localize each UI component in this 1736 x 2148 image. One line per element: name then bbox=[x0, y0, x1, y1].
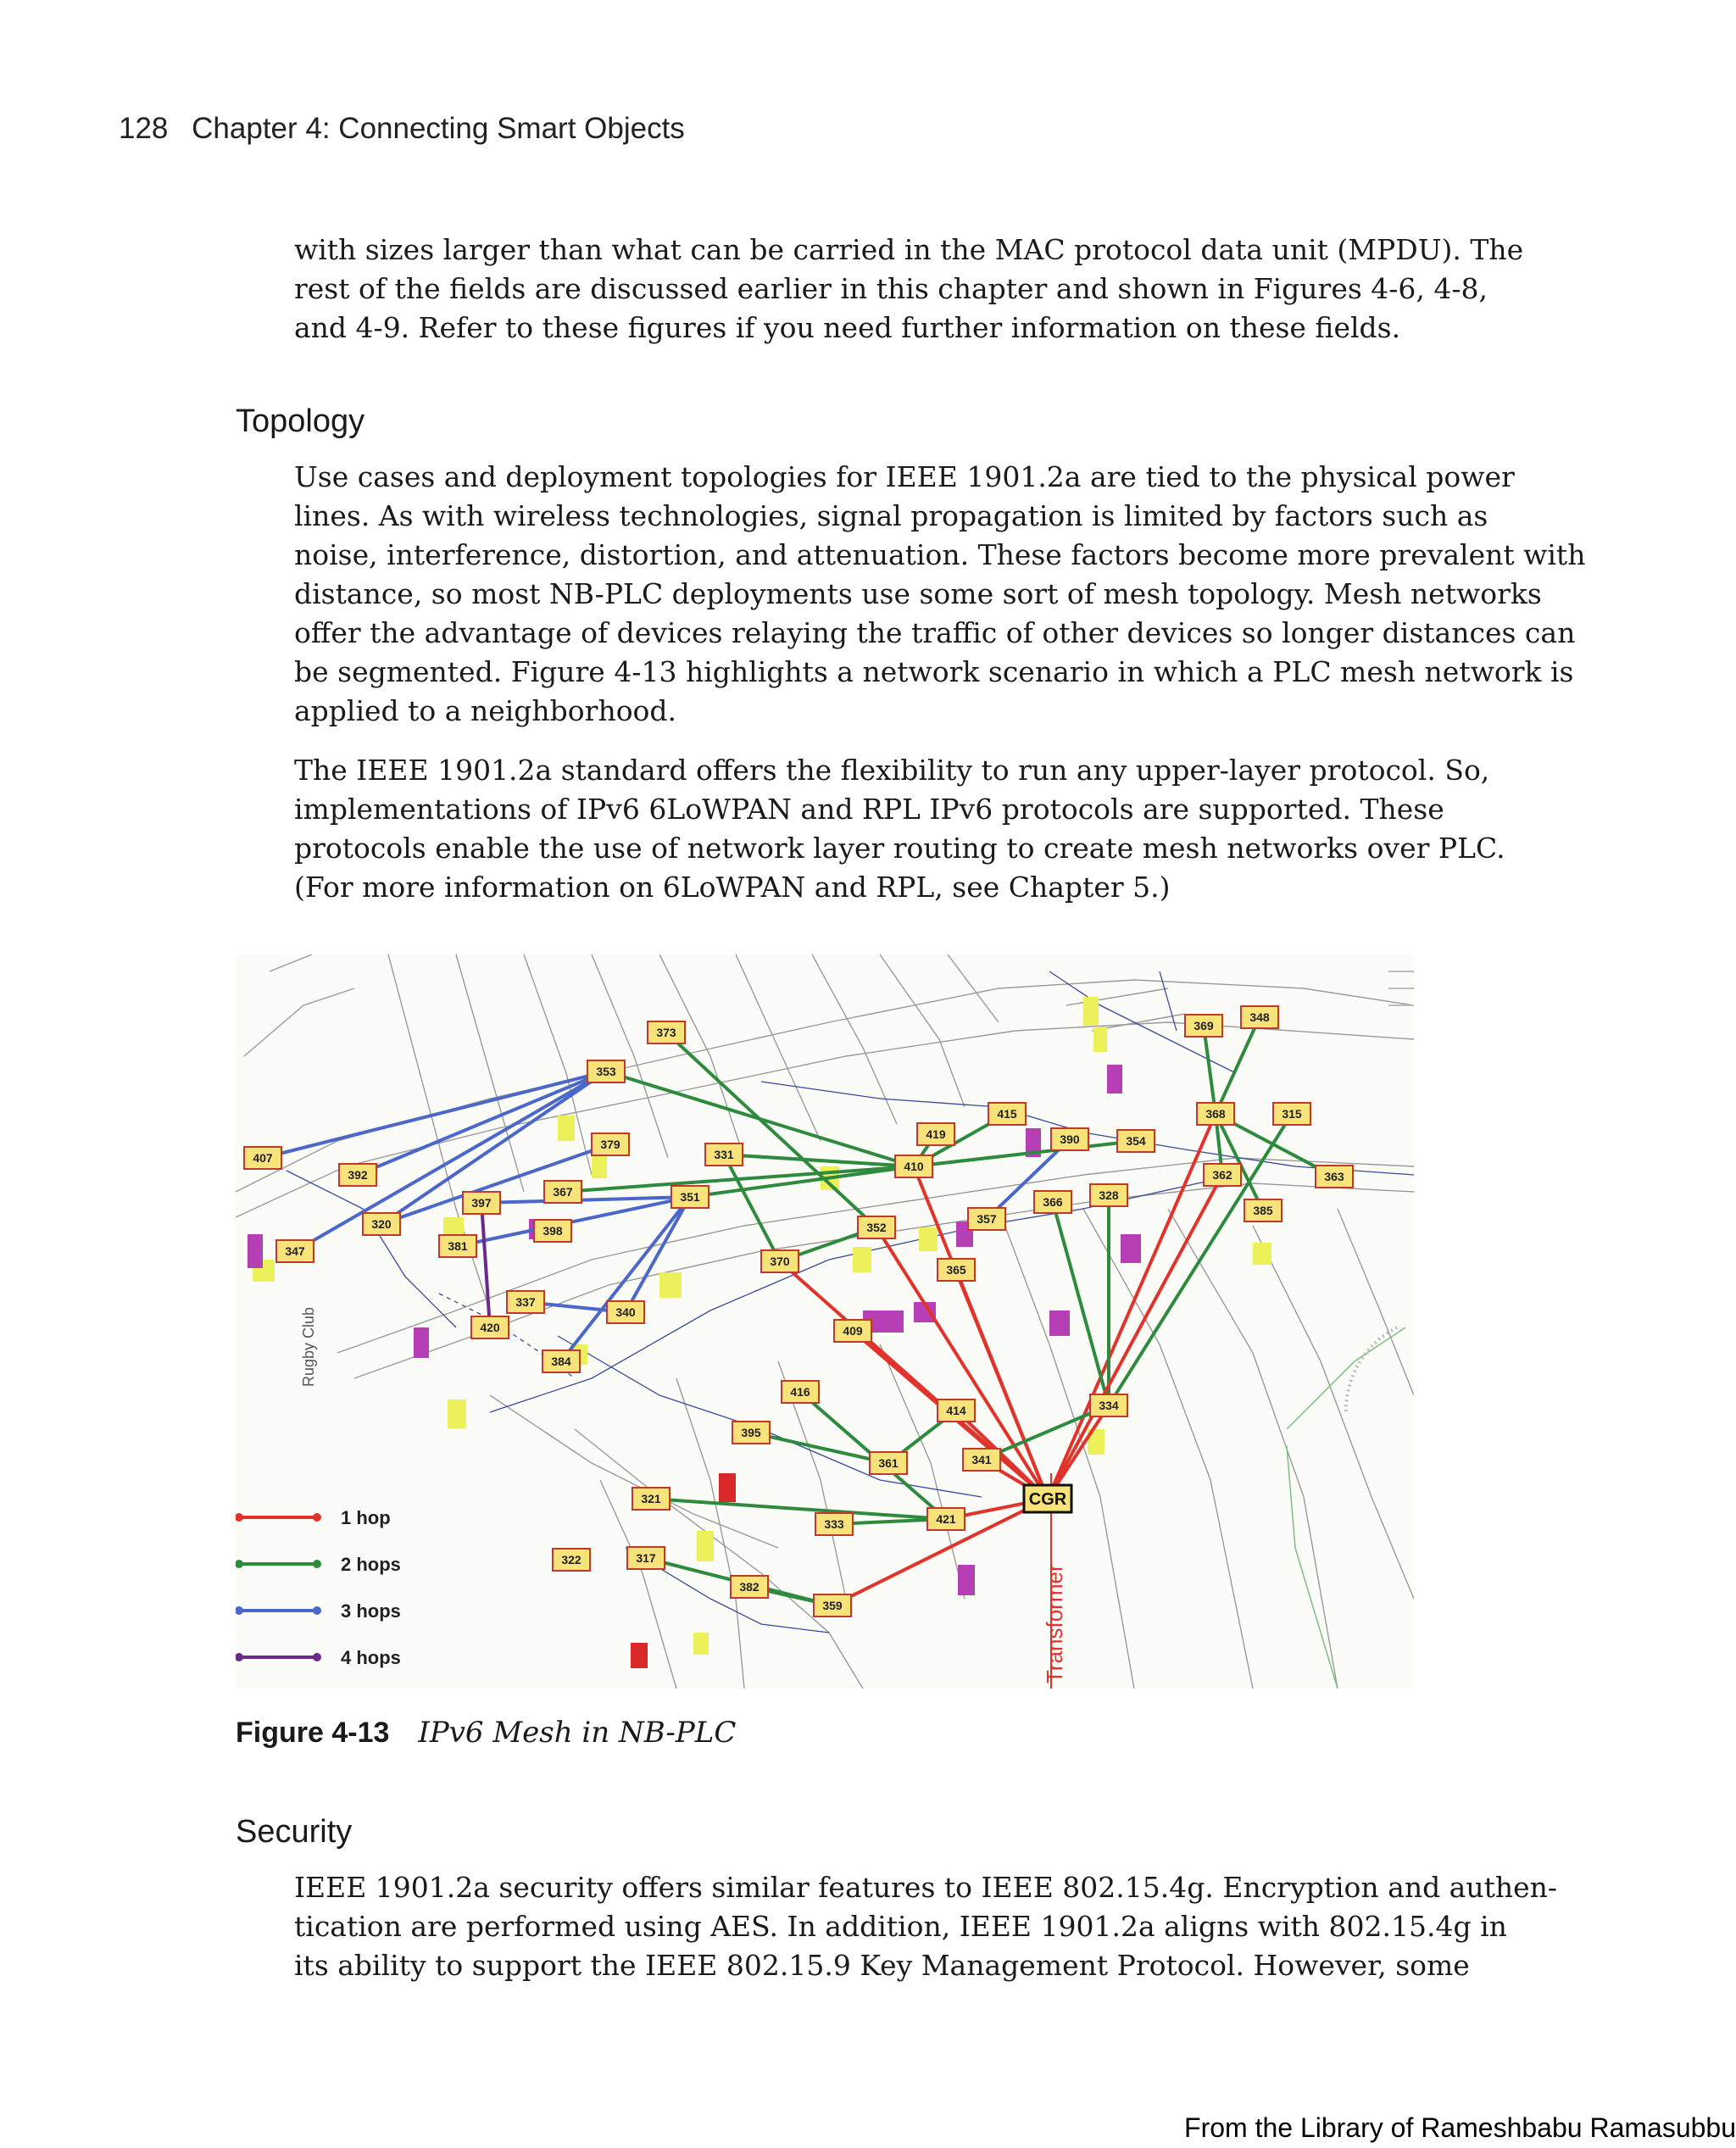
node-label: 420 bbox=[480, 1321, 500, 1334]
house-marker bbox=[414, 1327, 429, 1358]
node-label: 409 bbox=[843, 1324, 863, 1338]
house-marker bbox=[1093, 1027, 1107, 1052]
legend-swatch-dot bbox=[313, 1653, 321, 1661]
node-label: 362 bbox=[1212, 1168, 1232, 1182]
node-label: 379 bbox=[600, 1138, 620, 1151]
node-367 bbox=[544, 1181, 581, 1203]
node-385 bbox=[1244, 1199, 1282, 1221]
link-353-407 bbox=[263, 1071, 606, 1158]
text-line: Use cases and deployment topologies for IEEE 1901.2a are tied to the physical power bbox=[294, 460, 1515, 493]
node-352 bbox=[858, 1216, 895, 1238]
running-header bbox=[119, 112, 685, 146]
node-414 bbox=[938, 1400, 975, 1422]
link-321-421 bbox=[651, 1499, 946, 1519]
legend-label: 1 hop bbox=[341, 1507, 391, 1528]
text-line: protocols enable the use of network layer routing to create mesh networks over PLC. bbox=[294, 832, 1505, 865]
node-415 bbox=[988, 1103, 1026, 1125]
node-347 bbox=[276, 1240, 314, 1262]
node-333 bbox=[815, 1513, 853, 1535]
node-416 bbox=[782, 1381, 819, 1403]
text-line: distance, so most NB-PLC deployments use some sort of mesh topology. Mesh networks bbox=[294, 577, 1542, 610]
node-label: 359 bbox=[822, 1599, 843, 1612]
node-label: 370 bbox=[770, 1255, 790, 1268]
house-marker bbox=[631, 1643, 648, 1668]
node-label: 410 bbox=[904, 1160, 924, 1173]
node-337 bbox=[507, 1291, 544, 1313]
node-357 bbox=[968, 1208, 1005, 1230]
node-407 bbox=[244, 1147, 281, 1169]
link-369-368 bbox=[1204, 1026, 1216, 1114]
node-label: 347 bbox=[285, 1244, 305, 1258]
node-label: 366 bbox=[1043, 1195, 1063, 1209]
node-label: 331 bbox=[714, 1148, 734, 1161]
text-line: The IEEE 1901.2a standard offers the flexibility to run any upper-layer protocol. So, bbox=[294, 754, 1490, 787]
node-348 bbox=[1241, 1006, 1278, 1028]
node-label: 384 bbox=[551, 1355, 571, 1368]
text-line: implementations of IPv6 6LoWPAN and RPL IPv6 protocols are supported. These bbox=[294, 793, 1444, 826]
transformer-label: Transformer bbox=[1042, 1564, 1067, 1683]
house-marker bbox=[1253, 1243, 1271, 1265]
text-line: lines. As with wireless technologies, signal propagation is limited by factors such as bbox=[294, 499, 1488, 532]
link-362-CGR bbox=[1048, 1175, 1222, 1499]
node-label: 395 bbox=[741, 1426, 761, 1439]
node-410 bbox=[895, 1155, 932, 1177]
house-marker bbox=[853, 1247, 871, 1272]
node-label: 363 bbox=[1324, 1170, 1344, 1183]
house-marker bbox=[1049, 1311, 1070, 1336]
node-409 bbox=[834, 1320, 871, 1342]
legend-label: 2 hops bbox=[341, 1554, 401, 1575]
node-390 bbox=[1051, 1128, 1088, 1150]
house-marker bbox=[448, 1400, 466, 1428]
node-label: 353 bbox=[596, 1065, 616, 1078]
node-label: 352 bbox=[866, 1221, 887, 1234]
node-370 bbox=[761, 1250, 798, 1272]
node-321 bbox=[632, 1488, 670, 1510]
node-398 bbox=[534, 1220, 571, 1242]
node-369 bbox=[1185, 1015, 1222, 1037]
node-label: 416 bbox=[790, 1385, 810, 1399]
node-label: 390 bbox=[1060, 1132, 1080, 1146]
node-label: 369 bbox=[1194, 1019, 1214, 1032]
rugby-club-label: Rugby Club bbox=[300, 1306, 317, 1387]
legend-label: 3 hops bbox=[341, 1600, 401, 1622]
node-label: 385 bbox=[1253, 1204, 1273, 1217]
node-359 bbox=[814, 1594, 851, 1617]
library-footer: From the Library of Rameshbabu Ramasubbu bbox=[1184, 2112, 1736, 2143]
node-320 bbox=[363, 1213, 400, 1235]
text-line: applied to a neighborhood. bbox=[294, 694, 677, 727]
topology-paragraph-1 bbox=[294, 458, 1586, 731]
node-label: 421 bbox=[936, 1512, 956, 1526]
node-label: 381 bbox=[448, 1239, 468, 1253]
node-362 bbox=[1204, 1164, 1241, 1186]
node-label: 419 bbox=[926, 1127, 946, 1141]
legend-swatch-dot bbox=[236, 1606, 243, 1615]
node-label: 365 bbox=[946, 1263, 966, 1277]
node-340 bbox=[607, 1301, 644, 1323]
houses bbox=[248, 997, 1271, 1668]
security-paragraph bbox=[294, 1868, 1558, 1985]
topology-paragraph-2 bbox=[294, 751, 1505, 907]
text-line: offer the advantage of devices relaying the traffic of other devices so longer distances can bbox=[294, 616, 1576, 649]
node-label: 317 bbox=[636, 1551, 656, 1565]
figure-caption bbox=[236, 1716, 736, 1750]
legend-swatch-dot bbox=[313, 1513, 321, 1522]
intro-paragraph bbox=[294, 231, 1524, 348]
node-421 bbox=[927, 1508, 965, 1530]
node-315 bbox=[1273, 1103, 1310, 1125]
node-label: 340 bbox=[615, 1305, 636, 1319]
node-353 bbox=[587, 1060, 625, 1082]
node-382 bbox=[731, 1576, 768, 1598]
root-node-cgr bbox=[1024, 1485, 1071, 1512]
legend-swatch-dot bbox=[236, 1560, 243, 1568]
mesh-network-figure bbox=[236, 954, 1414, 1689]
root-node-label: CGR bbox=[1028, 1490, 1067, 1509]
links-layer bbox=[259, 1017, 1338, 1609]
node-label: 315 bbox=[1282, 1107, 1302, 1121]
node-397 bbox=[463, 1192, 500, 1214]
node-384 bbox=[542, 1350, 580, 1372]
legend-label: 4 hops bbox=[341, 1647, 401, 1668]
page-number: 128 bbox=[119, 112, 169, 145]
node-331 bbox=[705, 1144, 743, 1166]
link-331-370 bbox=[724, 1155, 780, 1261]
link-397-420 bbox=[481, 1203, 490, 1327]
node-label: 328 bbox=[1099, 1188, 1119, 1202]
node-322 bbox=[553, 1549, 590, 1571]
text-line: IEEE 1901.2a security offers similar features to IEEE 802.15.4g. Encryption and authen- bbox=[294, 1871, 1558, 1904]
node-420 bbox=[471, 1316, 509, 1338]
node-label: 392 bbox=[348, 1168, 368, 1182]
node-label: 415 bbox=[997, 1107, 1017, 1121]
legend bbox=[236, 1507, 401, 1668]
node-label: 361 bbox=[878, 1456, 899, 1470]
node-419 bbox=[917, 1123, 954, 1145]
nodes-layer bbox=[244, 1006, 1353, 1617]
node-label: 367 bbox=[553, 1185, 573, 1199]
legend-swatch-dot bbox=[236, 1513, 243, 1522]
text-line: (For more information on 6LoWPAN and RPL, see Chapter 5.) bbox=[294, 871, 1171, 904]
figure-number: Figure 4-13 bbox=[236, 1717, 390, 1749]
house-marker bbox=[958, 1565, 975, 1595]
node-395 bbox=[732, 1422, 770, 1444]
node-392 bbox=[339, 1164, 376, 1186]
node-363 bbox=[1316, 1166, 1353, 1188]
node-label: 351 bbox=[680, 1190, 700, 1204]
node-label: 354 bbox=[1126, 1134, 1146, 1148]
house-marker bbox=[558, 1116, 575, 1141]
node-354 bbox=[1117, 1130, 1155, 1152]
node-379 bbox=[592, 1133, 629, 1155]
house-marker bbox=[1083, 997, 1099, 1026]
node-label: 341 bbox=[971, 1453, 992, 1466]
node-328 bbox=[1090, 1184, 1127, 1206]
house-marker bbox=[248, 1234, 263, 1268]
node-317 bbox=[627, 1547, 665, 1569]
node-label: 333 bbox=[824, 1517, 844, 1531]
house-marker bbox=[1107, 1065, 1122, 1093]
house-marker bbox=[919, 1227, 938, 1251]
house-marker bbox=[1121, 1234, 1141, 1263]
house-marker bbox=[719, 1473, 736, 1502]
house-marker bbox=[697, 1531, 714, 1561]
legend-item bbox=[236, 1600, 401, 1622]
node-label: 398 bbox=[542, 1224, 563, 1238]
text-line: and 4-9. Refer to these figures if you need further information on these fields. bbox=[294, 311, 1401, 344]
node-label: 407 bbox=[253, 1151, 273, 1165]
link-395-361 bbox=[751, 1433, 888, 1463]
text-line: rest of the fields are discussed earlier in this chapter and shown in Figures 4-6, 4-8, bbox=[294, 272, 1488, 305]
figure-title: IPv6 Mesh in NB-PLC bbox=[418, 1716, 737, 1750]
text-line: with sizes larger than what can be carried in the MAC protocol data unit (MPDU). The bbox=[294, 233, 1524, 266]
house-marker bbox=[443, 1217, 464, 1236]
node-label: 414 bbox=[946, 1404, 966, 1417]
text-line: be segmented. Figure 4-13 highlights a network scenario in which a PLC mesh network is bbox=[294, 655, 1574, 688]
text-line: tication are performed using AES. In addition, IEEE 1901.2a aligns with 802.15.4g in bbox=[294, 1910, 1507, 1943]
node-label: 368 bbox=[1205, 1107, 1226, 1121]
chapter-title: Chapter 4: Connecting Smart Objects bbox=[192, 112, 685, 145]
text-line: noise, interference, distortion, and attenuation. These factors become more prevalent with bbox=[294, 538, 1586, 571]
legend-item bbox=[236, 1647, 401, 1668]
topology-heading: Topology bbox=[236, 403, 365, 439]
legend-swatch-dot bbox=[236, 1653, 243, 1661]
node-label: 321 bbox=[641, 1492, 661, 1505]
legend-item bbox=[236, 1507, 391, 1528]
node-label: 320 bbox=[371, 1217, 392, 1231]
node-label: 382 bbox=[739, 1580, 760, 1594]
node-label: 397 bbox=[471, 1196, 492, 1210]
house-marker bbox=[693, 1633, 709, 1655]
node-361 bbox=[870, 1452, 907, 1474]
security-heading: Security bbox=[236, 1814, 353, 1850]
node-334 bbox=[1090, 1394, 1127, 1416]
legend-swatch-dot bbox=[313, 1560, 321, 1568]
text-line: its ability to support the IEEE 802.15.9 Key Management Protocol. However, some bbox=[294, 1949, 1470, 1982]
node-368 bbox=[1197, 1103, 1234, 1125]
node-341 bbox=[963, 1449, 1000, 1471]
node-366 bbox=[1034, 1191, 1071, 1213]
node-365 bbox=[938, 1259, 975, 1281]
node-label: 373 bbox=[656, 1026, 676, 1039]
link-368-CGR bbox=[1048, 1114, 1216, 1499]
node-label: 322 bbox=[561, 1553, 581, 1566]
legend-item bbox=[236, 1554, 401, 1575]
link-366-334 bbox=[1053, 1202, 1109, 1405]
node-381 bbox=[439, 1235, 476, 1257]
node-351 bbox=[671, 1186, 709, 1208]
node-label: 337 bbox=[515, 1295, 536, 1309]
legend-swatch-dot bbox=[313, 1606, 321, 1615]
node-label: 348 bbox=[1249, 1010, 1270, 1024]
node-label: 357 bbox=[976, 1212, 997, 1226]
node-373 bbox=[648, 1021, 685, 1043]
node-label: 334 bbox=[1099, 1399, 1119, 1412]
house-marker bbox=[659, 1272, 682, 1298]
mesh-map-svg bbox=[236, 954, 1414, 1689]
